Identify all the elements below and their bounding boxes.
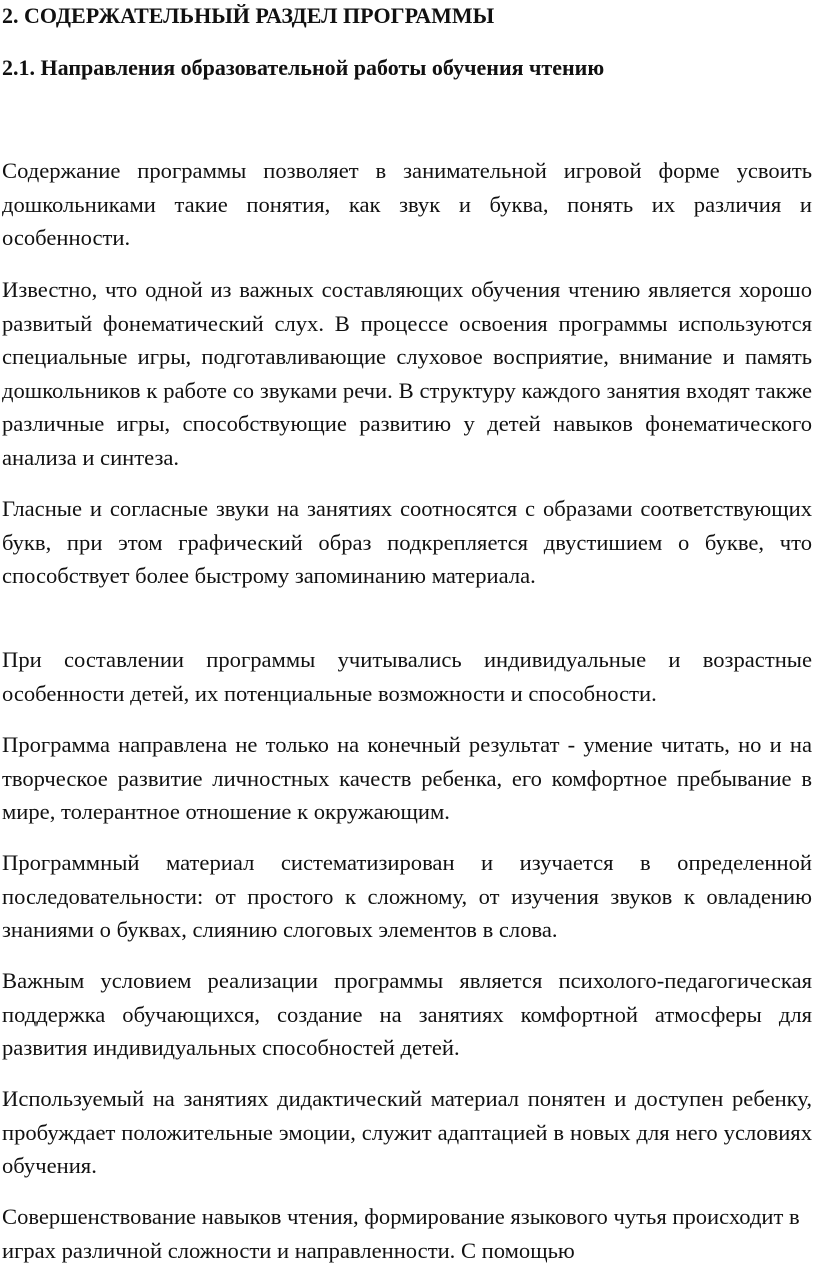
- paragraph-reading-skills: Совершенствование навыков чтения, формирование языкового чутья происходит в играх различной сложности и направленности. С помощью: [2, 1204, 800, 1263]
- paragraph-vowels-consonants: Гласные и согласные звуки на занятиях соотносятся с образами соответствующих букв, при этом графический образ подкрепляется двустишием о букве, что способствует более быстрому запоминанию материала.: [2, 496, 812, 588]
- paragraph-program-content: Содержание программы позволяет в занимательной игровой форме усвоить дошкольниками такие понятия, как звук и буква, понять их различия и особенности.: [2, 158, 812, 250]
- section-title: 2. СОДЕРЖАТЕЛЬНЫЙ РАЗДЕЛ ПРОГРАММЫ: [2, 3, 495, 28]
- subsection-title: 2.1. Направления образовательной работы обучения чтению: [2, 55, 605, 80]
- paragraph-support-condition: Важным условием реализации программы является психолого-педагогическая поддержка обучающихся, создание на занятиях комфортной атмосферы для развития индивидуальных способностей детей.: [2, 968, 812, 1060]
- paragraph-individual-features: При составлении программы учитывались индивидуальные и возрастные особенности детей, их потенциальные возможности и способности.: [2, 647, 812, 706]
- paragraph-material-sequence: Программный материал систематизирован и изучается в определенной последовательности: от простого к сложному, от изучения звуков к овладению знаниями о буквах, слиянию слоговых элементов в слова.: [2, 850, 812, 942]
- paragraph-didactic-material: Используемый на занятиях дидактический материал понятен и доступен ребенку, пробуждает положительные эмоции, служит адаптацией в новых для него условиях обучения.: [2, 1086, 812, 1178]
- paragraph-phonemic-hearing: Известно, что одной из важных составляющих обучения чтению является хорошо развитый фонематический слух. В процессе освоения программы используются специальные игры, подготавливающие слуховое восприятие, внимание и память дошкольников к работе со звуками речи. В структуру каждого занятия входят также различные игры, способствующие развитию у детей навыков фонематического анализа и синтеза.: [2, 277, 812, 470]
- paragraph-program-goal: Программа направлена не только на конечный результат - умение читать, но и на творческое развитие личностных качеств ребенка, его комфортное пребывание в мире, толерантное отношение к окружающим.: [2, 732, 812, 824]
